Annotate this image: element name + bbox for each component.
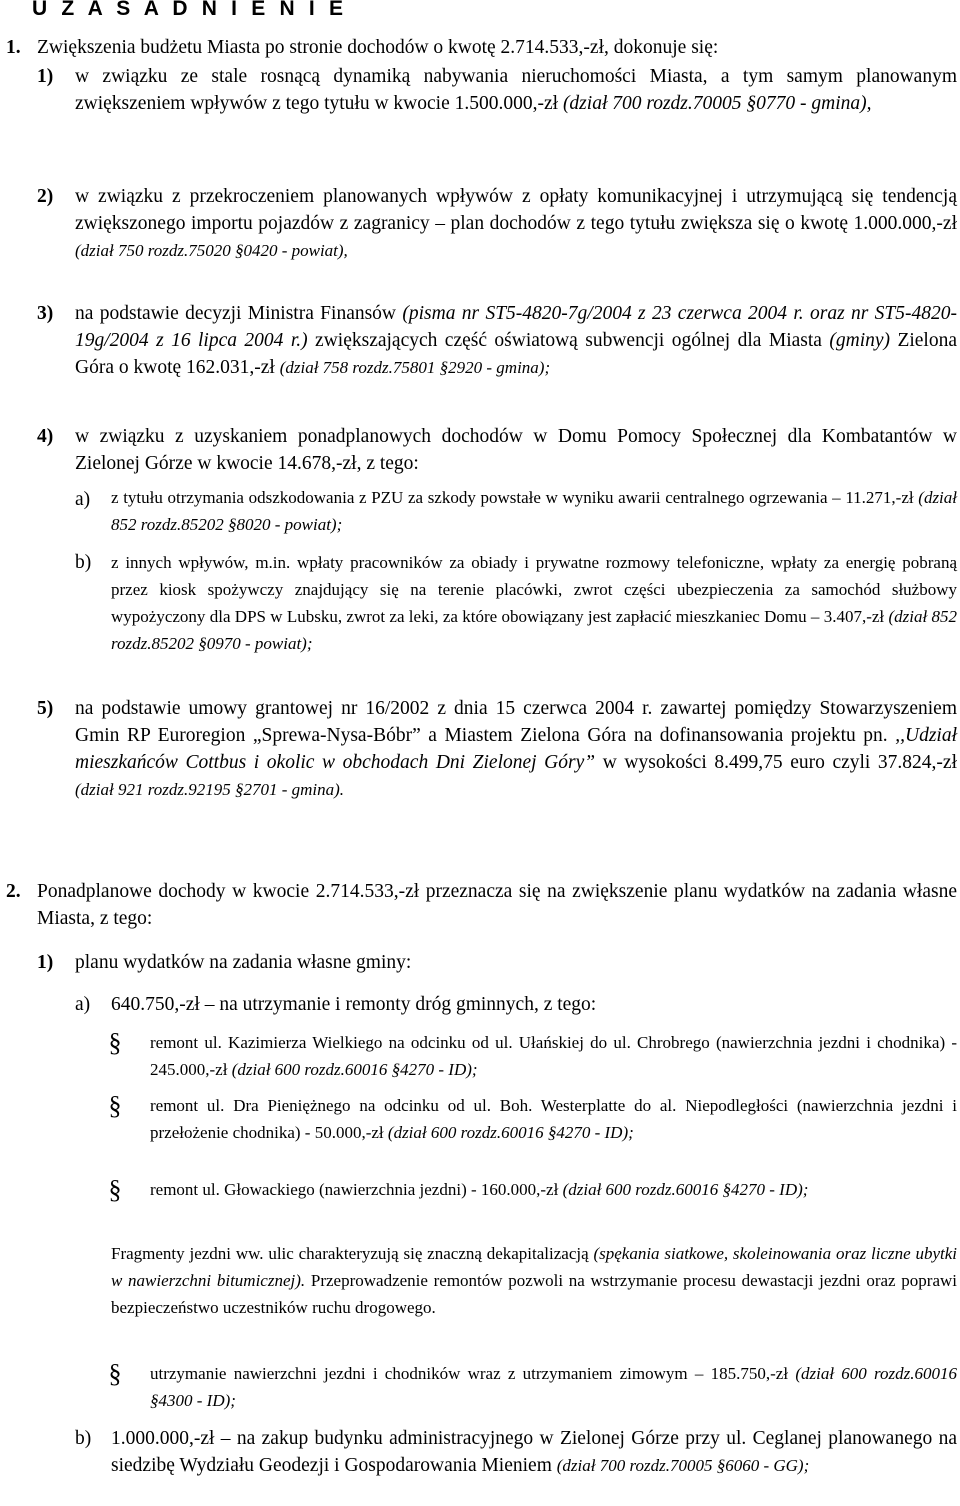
item-5-text: na podstawie umowy grantowej nr 16/2002 z dnia 15 czerwca 2004 r. zawartej pomiędzy Stowarzyszeniem Gmin RP Euroregion „Sprewa-Nysa-Bóbr” a Miastem Zielona Góra na dofinansowania projektu pn. ,,Udział mieszkańców Cottbus i okolic w obchodach Dni Zielonej Góry” w wysokości 8.499,75 euro czyli 37.824,-zł (dział 921 rozdz.92195 §2701 - gmina). xyxy=(75,698,958,799)
section-1-intro: Zwiększenia budżetu Miasta po stronie dochodów o kwotę 2.714.533,-zł, dokonuje się: xyxy=(37,37,719,58)
bullet-1-text: remont ul. Kazimierza Wielkiego na odcinku od ul. Ułańskiej do ul. Chrobrego (nawierzchnia jezdni i chodnika) - 245.000,-zł (dział 600 rozdz.60016 §4270 - ID); xyxy=(150,1033,957,1079)
bullet-icon: § xyxy=(108,1175,122,1204)
item-3-number: 3) xyxy=(37,303,54,324)
item-4-text: w związku z uzyskaniem ponadplanowych dochodów w Domu Pomocy Społecznej dla Kombatantów w Zielonej Górze w kwocie 14.678,-zł, z tego: xyxy=(75,426,957,474)
bullet-3-text: remont ul. Głowackiego (nawierzchnia jezdni) - 160.000,-zł (dział 600 rozdz.60016 §4270 - ID); xyxy=(150,1180,809,1199)
item-5-project-title: ,,Udział mieszkańców Cottbus i okolic w obchodach Dni Zielonej Góry” xyxy=(75,725,957,773)
s2-item-b-text: 1.000.000,-zł – na zakup budynku administracyjnego w Zielonej Górze przy ul. Ceglanej planowanego na siedzibę Wydziału Geodezji i Gospodarowania Mieniem (dział 700 rozdz.70005 §6060 - GG); xyxy=(111,1428,957,1476)
item-4b-number: b) xyxy=(75,552,92,573)
bullet-icon: § xyxy=(108,1091,122,1120)
item-5-number: 5) xyxy=(37,698,54,719)
document-title: U Z A S A D N I E N I E xyxy=(32,0,348,20)
item-1-text: w związku ze stale rosnącą dynamiką nabywania nieruchomości Miasta, a tym samym planowanym zwiększeniem wpływów z tego tytułu w kwocie 1.500.000,-zł (dział 700 rozdz.70005 §0770 - gmina), xyxy=(75,66,957,114)
bullet-2-text: remont ul. Dra Pieniężnego na odcinku od ul. Boh. Westerplatte do al. Niepodległości (nawierzchnia jezdni i przełożenie chodnika) - 50.000,-zł (dział 600 rozdz.60016 §4270 - ID); xyxy=(150,1096,957,1142)
item-1-ref: (dział 700 rozdz.70005 §0770 - gmina), xyxy=(562,93,872,114)
item-3-ref-a: (pisma nr ST5-4820-7g/2004 z 23 czerwca 2004 r. oraz nr ST5-4820-19g/2004 z 16 lipca 2004 r.) xyxy=(75,303,958,351)
s2-item-a-number: a) xyxy=(75,994,91,1015)
item-2-number: 2) xyxy=(37,186,54,207)
s2-item-a-text: 640.750,-zł – na utrzymanie i remonty dróg gminnych, z tego: xyxy=(111,994,597,1015)
item-4a-number: a) xyxy=(75,489,91,510)
section-2-number: 2. xyxy=(6,881,21,902)
bullet-icon: § xyxy=(108,1028,122,1057)
bullet-4-text: utrzymanie nawierzchni jezdni i chodników wraz z utrzymaniem zimowym – 185.750,-zł (dział 600 rozdz.60016 §4300 - ID); xyxy=(150,1364,958,1410)
s2-item-1-number: 1) xyxy=(37,952,54,973)
item-5-ref: (dział 921 rozdz.92195 §2701 - gmina). xyxy=(75,780,345,799)
item-4b-text: z innych wpływów, m.in. wpłaty pracowników za obiady i prywatne rozmowy telefoniczne, wpłaty za energię pobraną przez kiosk spożywczy znajdujący się na terenie placówki, zwrot części ubezpieczenia za samochód służbowy wypożyczony dla DPS w Lubsku, zwrot za leki, za które obowiązany jest zapłacić mieszkaniec Domu – 3.407,-zł (dział 852 rozdz.85202 §0970 - powiat); xyxy=(111,553,957,653)
item-4a-text: z tytułu otrzymania odszkodowania z PZU za szkody powstałe w wyniku awarii centralnego ogrzewania – 11.271,-zł (dział 852 rozdz.85202 §8020 - powiat); xyxy=(111,488,958,534)
section-1-number: 1. xyxy=(6,37,21,58)
s2-item-1-text: planu wydatków na zadania własne gminy: xyxy=(75,952,412,973)
item-1-number: 1) xyxy=(37,66,54,87)
item-2-text: w związku z przekroczeniem planowanych wpływów z opłaty komunikacyjnej i utrzymującą się tendencją zwiększonego importu pojazdów z zagranicy – plan dochodów z tego tytułu zwiększa się o kwotę 1.000.000,-zł (dział 750 rozdz.75020 §0420 - powiat), xyxy=(75,186,957,260)
s2-paragraph: Fragmenty jezdni ww. ulic charakteryzują się znaczną dekapitalizacją (spękania siatkowe, skoleinowania oraz liczne ubytki w nawierzchni bitumicznej). Przeprowadzenie remontów pozwoli na wstrzymanie procesu dewastacji jezdni oraz poprawi bezpieczeństwo uczestników ruchu drogowego. xyxy=(111,1244,958,1317)
item-3-ref-c: (dział 758 rozdz.75801 §2920 - gmina); xyxy=(279,358,551,377)
item-3-text: na podstawie decyzji Ministra Finansów (pisma nr ST5-4820-7g/2004 z 23 czerwca 2004 r. oraz nr ST5-4820-19g/2004 z 16 lipca 2004 r.) zwiększających część oświatową subwencji ogólnej dla Miasta (gminy) Zielona Góra o kwotę 162.031,-zł (dział 758 rozdz.75801 §2920 - gmina); xyxy=(75,303,958,378)
item-4-number: 4) xyxy=(37,426,54,447)
s2-item-b-number: b) xyxy=(75,1428,92,1449)
bullet-icon: § xyxy=(108,1359,122,1388)
item-2-ref: (dział 750 rozdz.75020 §0420 - powiat), xyxy=(75,241,348,260)
section-2-intro: Ponadplanowe dochody w kwocie 2.714.533,-zł przeznacza się na zwiększenie planu wydatków na zadania własne Miasta, z tego: xyxy=(37,881,957,929)
